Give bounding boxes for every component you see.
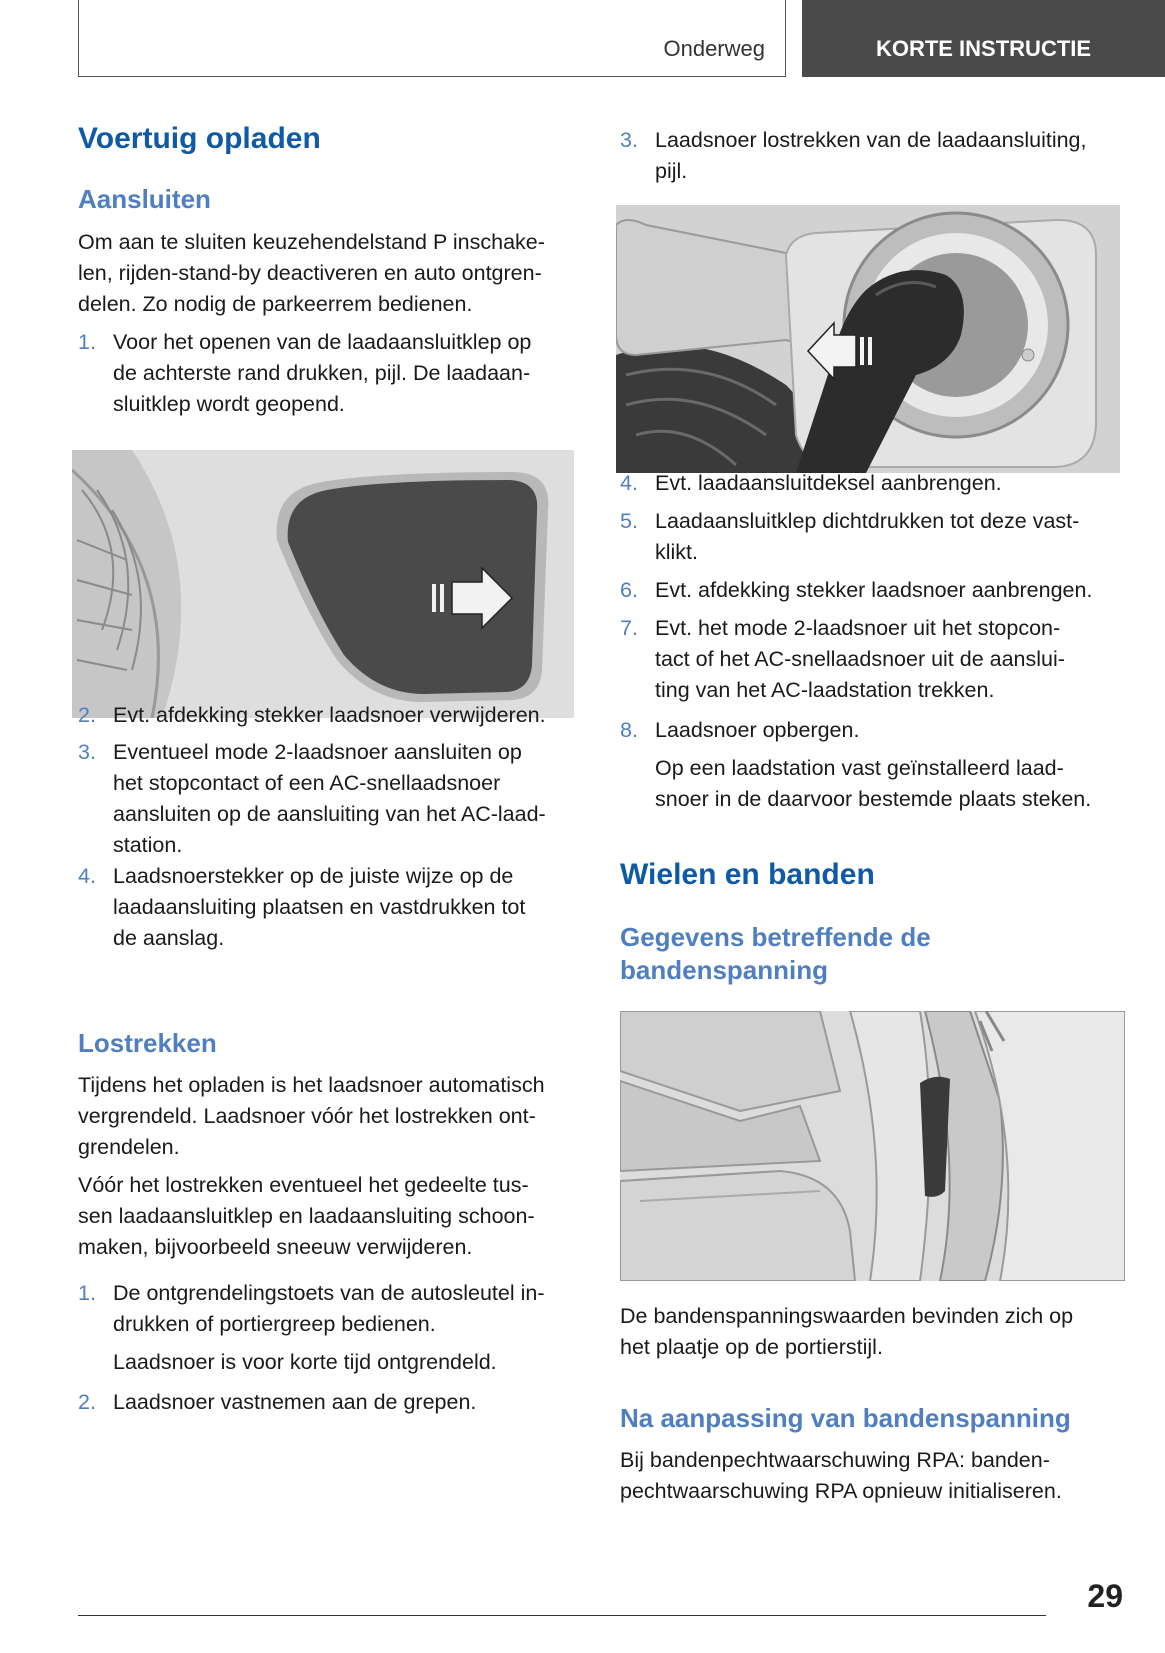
list-item: 3. Laadsnoer lostrekken van de laadaansluiting, pijl.	[620, 128, 1087, 183]
header-section: Onderweg	[663, 36, 765, 61]
footer-divider	[78, 1615, 1046, 1616]
subheading-tire-pressure-data: Gegevens betreffende de bandenspanning	[620, 922, 931, 985]
list-item: 1. Voor het openen van de laadaansluitklep op de achterste rand drukken, pijl. De laadaan- sluitklep wordt geopend.	[78, 330, 532, 416]
intro-paragraph: Om aan te sluiten keuzehendelstand P inschake- len, rijden-stand-by deactiveren en auto ontgren- delen. Zo nodig de parkeerrem bedienen.	[78, 230, 545, 316]
list-item: 4. Evt. laadaansluitdeksel aanbrengen.	[620, 471, 1002, 495]
list-item: 5. Laadaansluitklep dichtdrukken tot deze vast- klikt.	[620, 509, 1080, 564]
list-item: 2. Laadsnoer vastnemen aan de grepen.	[78, 1390, 477, 1414]
subheading-connect: Aansluiten	[78, 184, 211, 214]
list-item-note: Op een laadstation vast geïnstalleerd laad- snoer in de daarvoor bestemde plaats steken.	[655, 756, 1092, 811]
charging-plug-image	[616, 205, 1120, 473]
subheading-after-adjustment: Na aanpassing van bandenspanning	[620, 1403, 1071, 1433]
disconnect-paragraph-2: Vóór het lostrekken eventueel het gedeelte tus- sen laadaansluitklep en laadaansluiting schoon- maken, bijvoorbeeld sneeuw verwijderen.	[78, 1173, 535, 1259]
list-item: 3. Eventueel mode 2-laadsnoer aansluiten op het stopcontact of een AC-snellaadsnoer aansluiten op de aansluiting van het AC-laad- station.	[78, 740, 546, 857]
header-tab: KORTE INSTRUCTIE	[802, 0, 1165, 77]
list-item-note: Laadsnoer is voor korte tijd ontgrendeld.	[113, 1350, 497, 1374]
rpa-paragraph: Bij bandenpechtwaarschuwing RPA: banden- pechtwaarschuwing RPA opnieuw initialiseren.	[620, 1448, 1062, 1503]
list-item: 8. Laadsnoer opbergen.	[620, 718, 860, 742]
list-item: 6. Evt. afdekking stekker laadsnoer aanbrengen.	[620, 578, 1093, 602]
list-item: 4. Laadsnoerstekker op de juiste wijze op de laadaansluiting plaatsen en vastdrukken tot de aanslag.	[78, 864, 526, 950]
tire-pressure-caption: De bandenspanningswaarden bevinden zich op het plaatje op de portierstijl.	[620, 1304, 1074, 1359]
header-box	[78, 0, 786, 77]
section-title-charging: Voertuig opladen	[78, 122, 321, 155]
disconnect-paragraph-1: Tijdens het opladen is het laadsnoer automatisch vergrendeld. Laadsnoer vóór het lostrekken ont- grendelen.	[78, 1073, 545, 1159]
door-pillar-image	[620, 1011, 1125, 1281]
charging-flap-image	[72, 450, 574, 718]
page-number: 29	[1087, 1578, 1123, 1614]
subheading-disconnect: Lostrekken	[78, 1028, 217, 1058]
list-item: 1. De ontgrendelingstoets van de autosleutel in- drukken of portiergreep bedienen.	[78, 1281, 545, 1336]
list-item: 2. Evt. afdekking stekker laadsnoer verwijderen.	[78, 703, 546, 727]
list-item: 7. Evt. het mode 2-laadsnoer uit het stopcon- tact of het AC-snellaadsnoer uit de aanslui- ting van het AC-laadstation trekken.	[620, 616, 1065, 702]
section-title-wheels: Wielen en banden	[620, 858, 875, 891]
